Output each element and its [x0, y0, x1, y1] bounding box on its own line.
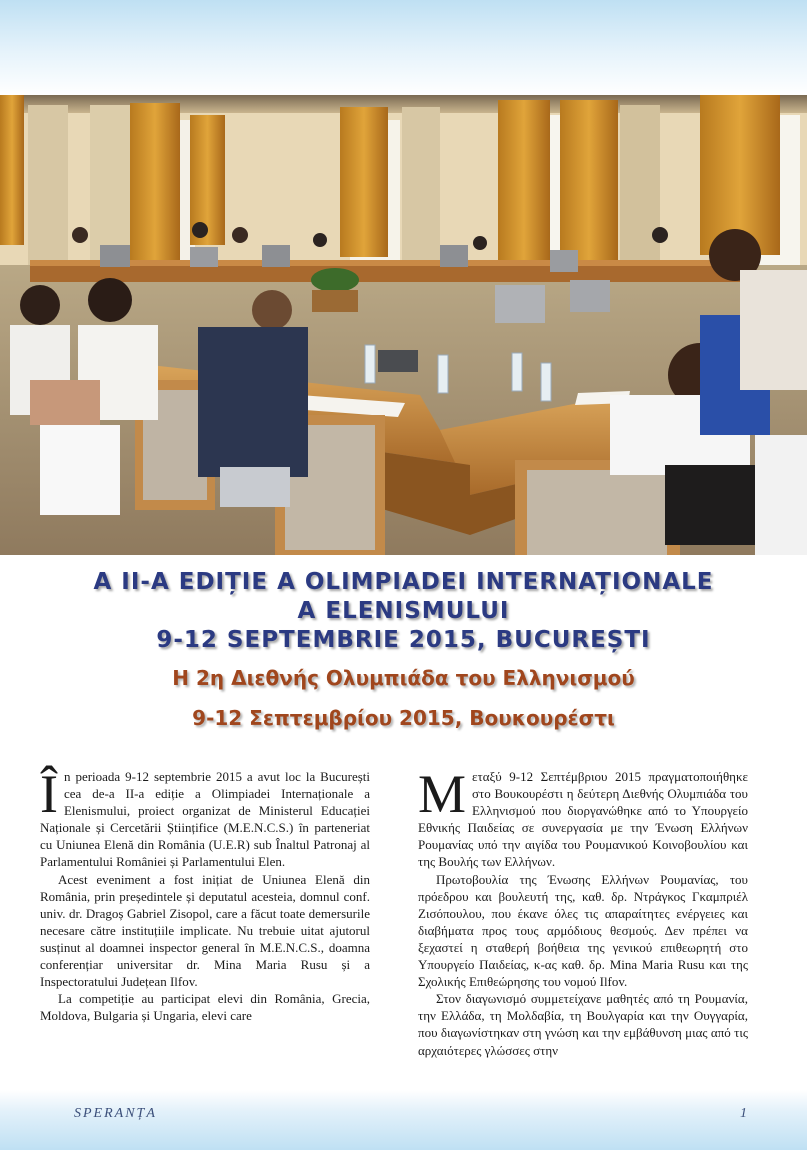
headline-gr-line2: 9-12 Σεπτεμβρίου 2015, Βουκουρέστι	[192, 706, 615, 730]
olympiad-photo	[0, 95, 807, 555]
headline-ro-line2: A ELENISMULUI	[297, 598, 510, 624]
article-column-romanian	[40, 764, 370, 1024]
header-band	[0, 0, 807, 95]
ro-paragraph-1-text: n perioada 9-12 septembrie 2015 a avut loc la București cea de-a II-a ediție a Olimpiadei Internaționale a Elenismului, proiect organizat de Ministerul Educației Naționale și Cercetării Științifice (M.E.N.C.S.) în parteneriat cu Uniunea Elenă din România (U.E.R) sub Înaltul Patronaj al Parlamentului României și Parlamentului Elen.	[40, 769, 370, 870]
headline-block	[0, 568, 807, 731]
ro-paragraph-2: Acest eveniment a fost inițiat de Uniunea Elenă din România, prin președintele și deputatul acesteia, domnul conf. univ. dr. Dragoș Gabriel Zisopol, care a făcut toate demersurile necesare către instituțiile implicate. Nu trebuie uitat ajutorul susținut al doamnei inspector general în M.E.N.C.S., doamna conferențiar universitar dr. Mina Maria Rusu și a Inspectoratului Județean Ilfov.	[40, 871, 370, 990]
publication-name: SPERANȚA	[74, 1106, 157, 1121]
headline-gr-line1: Η 2η Διεθνής Ολυμπιάδα του Ελληνισμού	[172, 666, 635, 690]
ro-paragraph-1	[40, 764, 370, 871]
headline-ro-line3: 9-12 SEPTEMBRIE 2015, BUCUREȘTI	[156, 627, 651, 653]
gr-paragraph-1	[418, 764, 748, 871]
ro-paragraph-3: La competiție au participat elevi din România, Grecia, Moldova, Bulgaria și Ungaria, elevi care	[40, 991, 370, 1024]
headline-ro-line1: A II-A EDIȚIE A OLIMPIADEI INTERNAȚIONALE	[93, 569, 714, 595]
article-column-greek	[418, 764, 748, 1059]
gr-drop-cap: Μ	[418, 764, 467, 824]
page-number: 1	[740, 1106, 747, 1121]
gr-paragraph-1-text: εταξύ 9-12 Σεπτέμβριου 2015 πραγματοποιήθηκε στο Βουκουρέστι η δεύτερη Διεθνής Ολυμπιάδα του Ελληνισμού που διοργανώθηκε από το Υπουργείο Εθνικής Παιδείας σε συνεργασία με την Ένωση Ελλήνων Ρουμανίας υπό την αιγίδα του Ρουμανικού Κοινοβουλίου και της Βουλής των Ελλήνων.	[418, 769, 748, 870]
gr-paragraph-2: Πρωτοβουλία της Ένωσης Ελλήνων Ρουμανίας, του πρόεδρου και βουλευτή της, καθ. δρ. Ντράγκος Γκαμπριέλ Ζισόπουλου, που έκανε όλες τις απαραίτητες ενέργειες και διαβήματα προς τους αρμόδιους θεσμούς. Δεν πρέπει να ξεχαστεί η σταθερή βοήθεια της γενικού επιθεωρητή στο Υπουργείο Παιδείας, κ-ας καθ. δρ. Mina Maria Rusu και της Σχολικής Επιθεώρησης του νομού Ilfov.	[418, 871, 748, 990]
gr-paragraph-3: Στον διαγωνισμό συμμετείχανε μαθητές από τη Ρουμανία, την Ελλάδα, τη Μολδαβία, τη Βουλγαρία και την Ουγγαρία, που διαγωνίστηκαν στη γνώση και την εμβάθυνση μιας από τις αρχαιότερες γλώσσες στην	[418, 991, 748, 1058]
ro-drop-cap: Î	[40, 764, 58, 824]
